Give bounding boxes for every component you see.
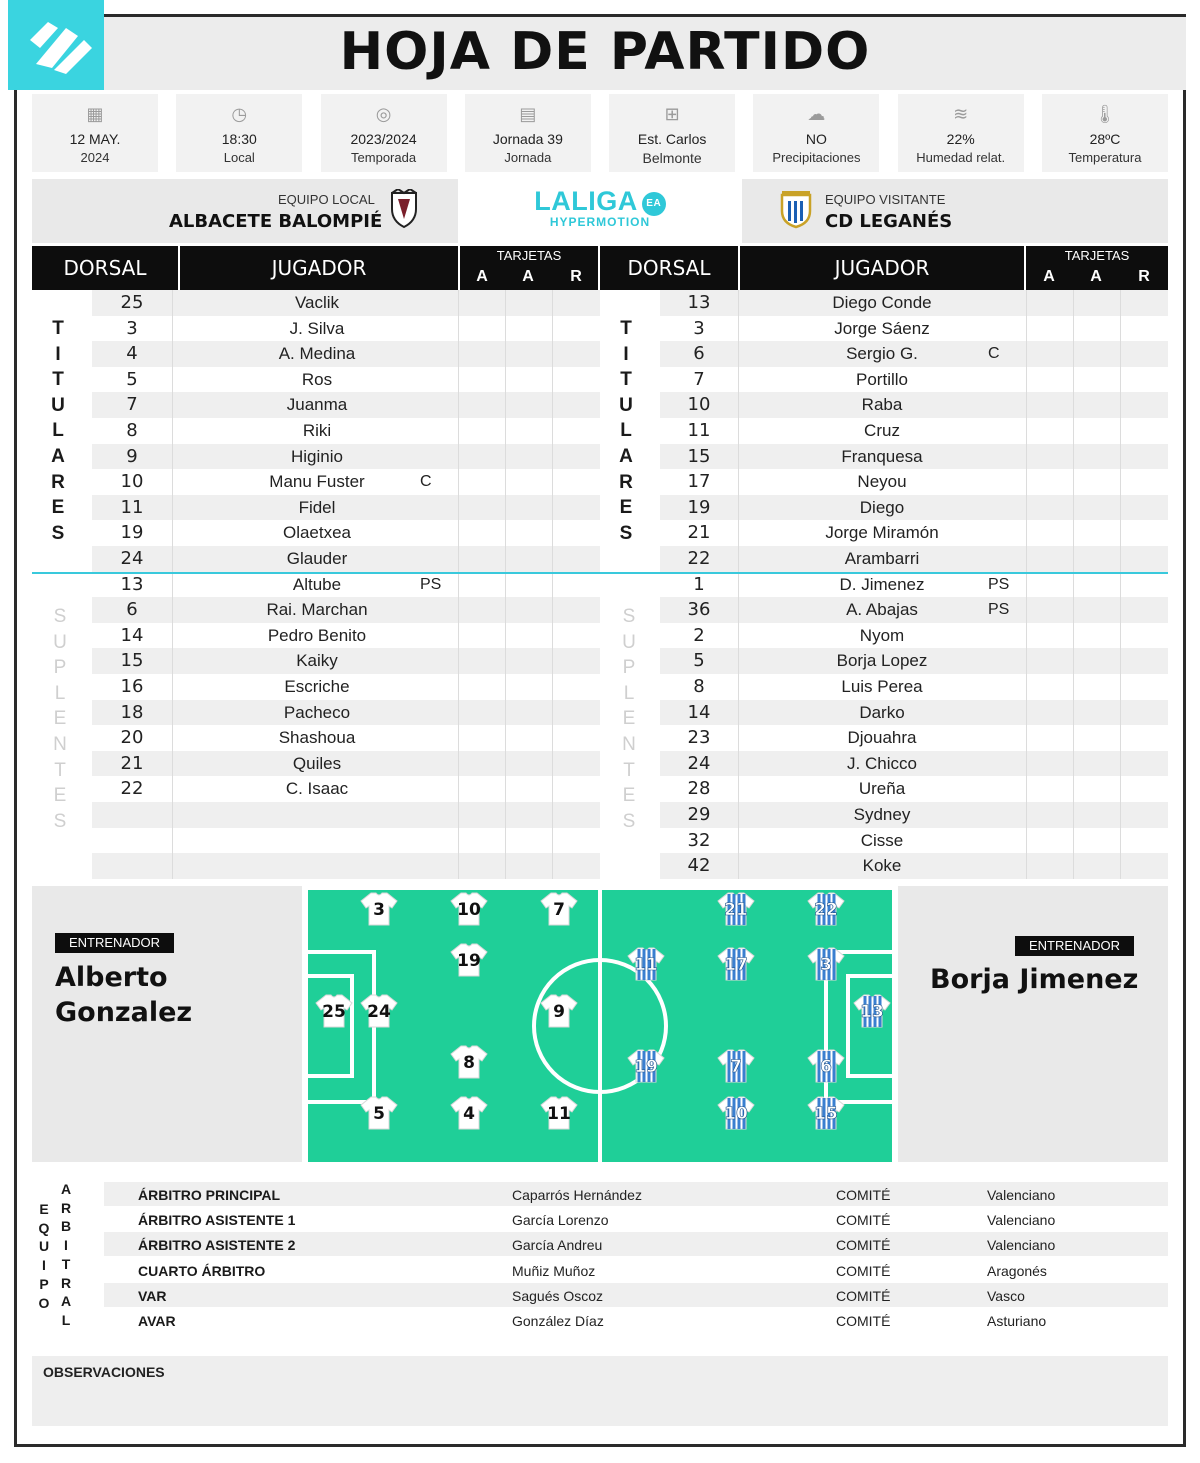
- vertical-letter: T: [52, 318, 64, 339]
- shirt-number: 10: [457, 900, 481, 920]
- vertical-letter: L: [61, 1311, 71, 1328]
- vertical-letter: L: [52, 420, 64, 442]
- referee-committee: Valenciano: [987, 1237, 1056, 1254]
- home-coach-name: Alberto Gonzalez: [55, 962, 193, 1028]
- referee-row: [104, 1232, 1168, 1256]
- referee-committee: Asturiano: [987, 1313, 1047, 1329]
- away-table-header: DORSAL JUGADOR TARJETAS A A R: [600, 246, 1168, 290]
- vertical-letter: E: [39, 1201, 49, 1217]
- player-number: 25: [120, 292, 144, 313]
- shirt-number: 25: [322, 1002, 346, 1022]
- shirt-number: 21: [724, 900, 748, 920]
- table-row: [92, 290, 600, 316]
- referee-role: ÁRBITRO ASISTENTE 1: [138, 1212, 296, 1229]
- away-coach-name: Borja Jimenez: [930, 964, 1139, 995]
- player-number: 42: [687, 855, 711, 877]
- shirt-number: 11: [634, 955, 658, 975]
- vertical-letter: R: [51, 471, 65, 493]
- referee-name: García Andreu: [512, 1237, 603, 1254]
- home-table-header: DORSAL JUGADOR TARJETAS A A R: [32, 246, 598, 290]
- player-name: A. Medina: [278, 344, 356, 364]
- referee-row: [104, 1182, 1168, 1206]
- player-number: 15: [687, 445, 711, 467]
- player-name: Pacheco: [283, 702, 351, 722]
- referee-name: Muñiz Muñoz: [512, 1262, 596, 1279]
- table-row: [92, 725, 600, 751]
- table-row: [92, 802, 600, 828]
- player-name: J. Chicco: [847, 753, 917, 773]
- player-number: 10: [687, 394, 711, 416]
- vertical-letter: B: [60, 1218, 72, 1235]
- referee-name: Caparrós Hernández: [512, 1187, 642, 1203]
- player-number: 18: [120, 701, 144, 723]
- info-precipitation: ☁ NO Precipitaciones: [753, 94, 879, 172]
- shirt-number: 5: [373, 1104, 385, 1124]
- referee-label: COMITÉ: [836, 1237, 891, 1254]
- shirt-number: 15: [814, 1104, 838, 1124]
- shirt-number: 10: [724, 1104, 748, 1124]
- player-name: Franquesa: [841, 446, 923, 466]
- schedule-icon: ▤: [519, 104, 537, 124]
- table-row: [92, 469, 600, 495]
- player-number: 8: [126, 420, 138, 441]
- player-number: 36: [687, 599, 711, 621]
- table-row: [92, 828, 600, 854]
- player-number: 1: [693, 573, 705, 595]
- referee-committee: Valenciano: [987, 1212, 1056, 1229]
- player-name: Pedro Benito: [267, 625, 367, 645]
- vertical-letter: E: [53, 785, 67, 807]
- player-number: 7: [126, 394, 138, 416]
- table-row: [660, 648, 1168, 674]
- observaciones-label: OBSERVACIONES: [43, 1364, 165, 1380]
- player-number: 20: [120, 727, 144, 749]
- player-number: 3: [693, 317, 705, 339]
- vertical-letter: E: [53, 708, 67, 730]
- player-name: Altube: [292, 574, 342, 594]
- player-number: [92, 853, 172, 879]
- vertical-letter: Q: [38, 1219, 50, 1236]
- table-row: [660, 853, 1168, 879]
- shirt-number: 8: [463, 1053, 475, 1073]
- referee-committee: Vasco: [987, 1287, 1025, 1304]
- referee-row: [104, 1308, 1168, 1332]
- info-stadium: ⊞ Est. Carlos Belmonte: [609, 94, 735, 172]
- vertical-letter: I: [64, 1237, 68, 1254]
- vertical-letter: U: [51, 394, 65, 416]
- player-number: 29: [687, 804, 711, 825]
- arbitral-vertical-label: [56, 1180, 76, 1330]
- shirt-number: 3: [373, 900, 385, 920]
- referee-row: [104, 1258, 1168, 1282]
- player-name: Sergio G.: [846, 344, 918, 364]
- player-name: J. Silva: [289, 318, 345, 338]
- table-row: [92, 520, 600, 546]
- player-number: 24: [120, 548, 144, 569]
- player-number: 17: [687, 471, 711, 493]
- league-badge: LALIGA EA HYPERMOTION: [458, 179, 742, 243]
- referee-name: García Lorenzo: [512, 1212, 609, 1229]
- vertical-letter: R: [619, 471, 633, 493]
- vertical-letter: U: [53, 631, 67, 653]
- observaciones-box: [32, 1356, 1168, 1426]
- home-team-name: ALBACETE BALOMPIÉ: [169, 211, 383, 232]
- shirt-number: 7: [553, 900, 565, 920]
- shirt-number: 9: [553, 1002, 565, 1022]
- player-number: 11: [687, 420, 711, 441]
- vertical-letter: N: [622, 733, 636, 755]
- info-season: ◎ 2023/2024 Temporada: [321, 94, 447, 172]
- stadium-icon: ⊞: [664, 104, 680, 124]
- player-number: 15: [120, 650, 144, 672]
- vertical-letter: I: [42, 1257, 46, 1274]
- player-number: 13: [120, 573, 144, 595]
- vertical-letter: A: [51, 445, 65, 467]
- shirt-number: 22: [814, 900, 838, 920]
- vertical-letter: S: [53, 810, 67, 832]
- player-number: 14: [687, 701, 711, 723]
- player-name: Diego: [859, 497, 905, 517]
- table-row: [660, 700, 1168, 726]
- table-row: [660, 802, 1168, 828]
- player-name: Olaetxea: [282, 523, 352, 543]
- vertical-letter: L: [623, 682, 635, 704]
- player-name: Ros: [301, 369, 333, 389]
- clock-icon: ◷: [231, 104, 248, 124]
- player-number: 21: [687, 522, 711, 544]
- table-row: [660, 546, 1168, 572]
- vertical-letter: R: [60, 1199, 72, 1216]
- table-row: [92, 674, 600, 700]
- player-name: Quiles: [292, 753, 342, 773]
- shirt-number: 19: [457, 951, 481, 971]
- table-row: [660, 572, 1168, 598]
- shirt-number: 6: [820, 1057, 832, 1077]
- vertical-letter: R: [60, 1274, 72, 1291]
- table-row: [660, 828, 1168, 854]
- table-row: [660, 520, 1168, 546]
- table-row: [660, 367, 1168, 393]
- player-name: Escriche: [284, 677, 350, 696]
- shirt-number: 24: [367, 1002, 391, 1022]
- player-name: Borja Lopez: [836, 651, 928, 671]
- player-name: Koke: [862, 856, 902, 876]
- formation-pitch: [308, 890, 892, 1162]
- player-number: 14: [120, 624, 144, 646]
- vertical-letter: L: [54, 682, 66, 704]
- table-row: [660, 469, 1168, 495]
- referee-name: Sagués Oscoz: [512, 1287, 604, 1304]
- player-tag: C: [988, 345, 1000, 363]
- player-name: Diego Conde: [832, 293, 932, 312]
- table-row: [660, 444, 1168, 470]
- table-row: [92, 418, 600, 444]
- player-number: [92, 802, 172, 828]
- vertical-letter: T: [54, 759, 66, 781]
- player-number: 22: [120, 778, 144, 800]
- home-suplentes-label: [48, 604, 72, 834]
- player-name: Neyou: [857, 472, 907, 492]
- vertical-letter: S: [51, 522, 65, 544]
- vertical-letter: U: [622, 631, 636, 653]
- table-row: [92, 853, 600, 879]
- player-number: 23: [687, 727, 711, 749]
- player-number: 6: [693, 343, 705, 365]
- vertical-letter: U: [38, 1238, 50, 1255]
- referee-label: COMITÉ: [836, 1212, 891, 1229]
- player-number: 5: [126, 368, 138, 390]
- vertical-letter: U: [619, 394, 633, 416]
- referee-row: [104, 1283, 1168, 1307]
- player-name: Raba: [861, 395, 903, 415]
- player-number: [92, 828, 172, 854]
- table-row: [92, 392, 600, 418]
- table-row: [660, 418, 1168, 444]
- info-matchday: ▤ Jornada 39 Jornada: [465, 94, 591, 172]
- vertical-letter: T: [61, 1255, 71, 1272]
- referee-name: González Díaz: [512, 1313, 604, 1329]
- shirt-number: 19: [634, 1057, 658, 1077]
- table-row: [92, 444, 600, 470]
- page-title: HOJA DE PARTIDO: [339, 22, 871, 82]
- referee-role: CUARTO ÁRBITRO: [138, 1262, 266, 1279]
- table-row: [92, 367, 600, 393]
- player-name: Rai. Marchan: [266, 600, 368, 620]
- player-number: 21: [120, 752, 144, 774]
- home-label: EQUIPO LOCAL: [278, 192, 375, 207]
- player-name: A. Abajas: [846, 600, 918, 620]
- info-time: ◷ 18:30 Local: [176, 94, 302, 172]
- player-name: [172, 853, 462, 879]
- vertical-letter: E: [619, 497, 633, 519]
- vertical-letter: S: [622, 606, 636, 627]
- table-row: [660, 776, 1168, 802]
- vertical-letter: L: [620, 420, 632, 442]
- player-name: Cisse: [860, 830, 904, 850]
- table-row: [92, 751, 600, 777]
- player-name: Higinio: [291, 446, 343, 466]
- starters-subs-divider: [32, 572, 1168, 574]
- equipo-vertical-label: [34, 1200, 54, 1312]
- vertical-letter: I: [623, 343, 629, 365]
- player-number: 9: [126, 445, 138, 467]
- player-tag: PS: [988, 575, 1010, 593]
- vertical-letter: T: [620, 369, 632, 391]
- home-coach-box: [32, 886, 302, 1162]
- table-row: [660, 725, 1168, 751]
- player-number: 32: [687, 829, 711, 851]
- referee-committee: Valenciano: [987, 1187, 1056, 1203]
- vertical-letter: A: [60, 1181, 72, 1197]
- info-date: ▦ 12 MAY. 2024: [32, 94, 158, 172]
- player-number: 11: [120, 496, 144, 518]
- player-name: Portillo: [856, 369, 908, 389]
- referee-row: [104, 1207, 1168, 1231]
- player-name: Luis Perea: [841, 677, 923, 696]
- table-row: [660, 597, 1168, 623]
- vertical-letter: P: [39, 1275, 49, 1292]
- referee-label: COMITÉ: [836, 1187, 891, 1203]
- table-row: [660, 623, 1168, 649]
- shirt-number: 7: [730, 1057, 742, 1077]
- away-label: EQUIPO VISITANTE: [825, 192, 946, 207]
- player-number: 4: [126, 343, 138, 365]
- away-coach-box: [898, 886, 1168, 1162]
- vertical-letter: S: [622, 810, 636, 832]
- table-row: [92, 700, 600, 726]
- shirt-number: 11: [547, 1104, 571, 1124]
- match-info-row: [32, 94, 1168, 172]
- vertical-letter: E: [51, 497, 65, 519]
- referee-label: COMITÉ: [836, 1262, 891, 1279]
- player-number: 5: [693, 650, 705, 672]
- player-name: Jorge Miramón: [825, 523, 939, 543]
- vertical-letter: T: [623, 759, 635, 781]
- vertical-letter: S: [619, 522, 633, 544]
- table-row: [660, 495, 1168, 521]
- player-name: Juanma: [286, 395, 348, 415]
- player-name: Nyom: [859, 625, 905, 645]
- table-row: [660, 751, 1168, 777]
- table-row: [92, 776, 600, 802]
- player-name: [172, 828, 462, 854]
- table-row: [660, 316, 1168, 342]
- vertical-letter: A: [60, 1293, 72, 1310]
- away-titulares-label: [614, 316, 638, 546]
- player-number: 13: [687, 292, 711, 313]
- table-row: [660, 674, 1168, 700]
- player-name: Fidel: [298, 497, 336, 517]
- player-number: 6: [126, 599, 138, 621]
- home-titulares-label: [46, 316, 70, 546]
- shirt-number: 4: [463, 1104, 475, 1124]
- vertical-letter: A: [619, 445, 633, 467]
- vertical-letter: E: [622, 708, 636, 730]
- away-coach-label: ENTRENADOR: [1015, 936, 1134, 956]
- table-row: [92, 648, 600, 674]
- table-row: [92, 316, 600, 342]
- home-coach-label: ENTRENADOR: [55, 933, 174, 953]
- teams-band: [32, 179, 1168, 243]
- table-row: [92, 623, 600, 649]
- referee-role: AVAR: [138, 1313, 176, 1329]
- table-row: [92, 597, 600, 623]
- table-row: [660, 392, 1168, 418]
- player-number: 22: [687, 548, 711, 569]
- player-number: 16: [120, 676, 144, 697]
- player-tag: PS: [420, 575, 442, 593]
- player-number: 19: [687, 496, 711, 518]
- referee-label: COMITÉ: [836, 1287, 891, 1304]
- laliga-mark-icon: [8, 0, 104, 90]
- referee-role: VAR: [138, 1287, 167, 1304]
- player-name: Vaclik: [294, 293, 340, 312]
- calendar-icon: ▦: [86, 104, 104, 124]
- vertical-letter: T: [52, 369, 64, 391]
- player-name: Djouahra: [847, 728, 917, 748]
- table-row: [660, 341, 1168, 367]
- cloud-rain-icon: ☁: [807, 104, 826, 124]
- table-row: [92, 341, 600, 367]
- shirt-number: 13: [860, 1002, 884, 1022]
- player-name: Manu Fuster: [269, 472, 365, 492]
- referee-role: ÁRBITRO PRINCIPAL: [138, 1187, 281, 1203]
- laliga-logo: [8, 0, 104, 90]
- table-row: [92, 495, 600, 521]
- player-name: Shashoua: [278, 728, 356, 748]
- albacete-crest-icon: [388, 189, 420, 229]
- player-name: [172, 802, 462, 828]
- player-name: Jorge Sáenz: [834, 318, 930, 338]
- player-number: 7: [693, 368, 705, 390]
- ball-icon: ◎: [375, 104, 392, 124]
- table-row: [92, 546, 600, 572]
- player-tag: PS: [988, 601, 1010, 619]
- leganes-crest-icon: [778, 189, 814, 229]
- referee-role: ÁRBITRO ASISTENTE 2: [138, 1237, 296, 1254]
- referee-label: COMITÉ: [836, 1313, 891, 1329]
- info-humidity: ≋ 22% Humedad relat.: [898, 94, 1024, 172]
- shirt-number: 3: [820, 955, 832, 975]
- player-number: 10: [120, 471, 144, 493]
- player-name: Sydney: [853, 805, 911, 824]
- player-name: Glauder: [286, 549, 348, 568]
- player-name: C. Isaac: [285, 779, 349, 799]
- player-name: Cruz: [864, 421, 900, 440]
- away-suplentes-label: [617, 604, 641, 834]
- thermometer-icon: 🌡: [1093, 104, 1117, 124]
- player-number: 3: [126, 317, 138, 339]
- player-name: Kaiky: [296, 651, 338, 671]
- vertical-letter: P: [53, 657, 67, 679]
- humidity-icon: ≋: [953, 104, 969, 124]
- player-name: D. Jimenez: [839, 574, 925, 594]
- player-number: 28: [687, 778, 711, 800]
- info-temperature: 🌡 28ºC Temperatura: [1042, 94, 1168, 172]
- vertical-letter: N: [53, 733, 67, 755]
- shirt-number: 17: [724, 955, 748, 975]
- away-team-name: CD LEGANÉS: [825, 211, 953, 232]
- vertical-letter: P: [622, 657, 636, 679]
- vertical-letter: E: [622, 785, 636, 807]
- vertical-letter: I: [55, 343, 61, 365]
- vertical-letter: T: [620, 318, 632, 339]
- table-row: [660, 290, 1168, 316]
- player-name: Riki: [302, 421, 332, 440]
- player-number: 24: [687, 752, 711, 774]
- player-name: Darko: [859, 702, 905, 722]
- table-row: [92, 572, 600, 598]
- player-tag: C: [420, 473, 432, 491]
- vertical-letter: S: [53, 606, 67, 627]
- player-number: 2: [693, 624, 705, 646]
- referee-committee: Aragonés: [987, 1262, 1047, 1279]
- vertical-letter: O: [38, 1294, 50, 1311]
- player-name: Arambarri: [844, 549, 920, 568]
- player-name: Ureña: [858, 779, 906, 799]
- player-number: 8: [693, 676, 705, 697]
- player-number: 19: [120, 522, 144, 544]
